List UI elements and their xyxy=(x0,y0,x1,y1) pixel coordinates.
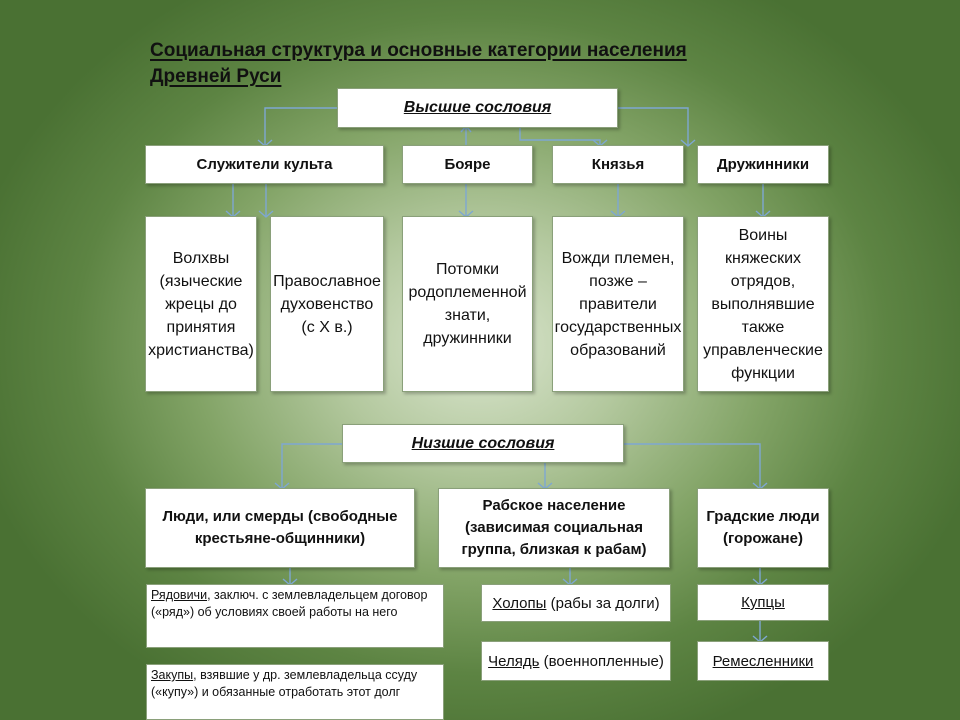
item-kholopy xyxy=(481,584,671,622)
category-slaves-label: Рабское население (зависимая социальная группа, близкая к рабам) xyxy=(461,497,647,558)
category-cult-servants-label: Служители культа xyxy=(196,155,333,173)
desc-druzhinniki xyxy=(697,216,829,392)
category-slaves xyxy=(438,488,670,568)
term-kholopy: Холопы xyxy=(492,594,547,612)
term-chelyad: Челядь xyxy=(488,652,540,670)
term-zakupy: Закупы xyxy=(151,668,194,682)
term-ryadovichi: Рядовичи xyxy=(151,588,208,602)
text-chelyad: (военнопленные) xyxy=(539,652,664,670)
title-line-2: Древней Руси xyxy=(150,66,282,87)
desc-volkhvy-text: Волхвы (языческие жрецы до принятия христианства) xyxy=(148,249,254,359)
desc-princes xyxy=(552,216,684,392)
category-princes xyxy=(552,145,684,184)
upper-estates-header-label: Высшие сословия xyxy=(403,99,552,116)
category-townspeople-label: Градские люди (горожане) xyxy=(706,508,820,547)
category-boyars-label: Бояре xyxy=(444,155,491,173)
category-boyars xyxy=(402,145,533,184)
desc-druzhinniki-text: Воины княжеских отрядов, выполнявшие также управленческие функции xyxy=(703,226,823,382)
connector-lower-left xyxy=(282,444,342,488)
term-remeslenniki: Ремесленники xyxy=(712,652,814,670)
category-townspeople xyxy=(697,488,829,568)
term-kuptsy: Купцы xyxy=(741,594,785,611)
category-princes-label: Князья xyxy=(591,155,645,173)
category-cult-servants xyxy=(145,145,384,184)
desc-boyars xyxy=(402,216,533,392)
item-chelyad xyxy=(481,641,671,681)
item-remeslenniki xyxy=(697,641,829,681)
text-ryadovichi: , заключ. с землевладельцем договор («ряд») об условиях своей работы на него xyxy=(151,588,428,619)
text-kholopy: (рабы за долги) xyxy=(546,594,660,612)
desc-orthodox-clergy-text: Православное духовенство (с X в.) xyxy=(273,272,381,336)
lower-estates-header-label: Низшие сословия xyxy=(411,434,555,452)
item-kuptsy xyxy=(697,584,829,621)
category-druzhinniki-label: Дружинники xyxy=(716,155,810,173)
title-line-1: Социальная структура и основные категории населения xyxy=(150,40,687,61)
desc-volkhvy xyxy=(145,216,257,392)
category-smerdy-label: Люди, или смерды (свободные крестьяне-общинники) xyxy=(162,508,398,547)
desc-princes-text: Вожди племен, позже – правители государственных образований xyxy=(554,249,682,359)
connector-upper-mid-right xyxy=(520,128,600,145)
item-zakupy xyxy=(146,664,444,720)
upper-estates-header xyxy=(337,88,618,128)
category-smerdy xyxy=(145,488,415,568)
desc-boyars-text: Потомки родоплеменной знати, дружинники xyxy=(408,261,527,347)
text-zakupy: , взявшие у др. землевладельца ссуду («купу») и обязанные отработать этот долг xyxy=(151,668,418,699)
connector-lower-right xyxy=(624,444,760,488)
connector-upper-right xyxy=(618,108,688,145)
item-ryadovichi xyxy=(146,584,444,648)
connector-upper-left xyxy=(265,108,337,145)
lower-estates-header xyxy=(342,424,624,463)
desc-orthodox-clergy xyxy=(270,216,384,392)
category-druzhinniki xyxy=(697,145,829,184)
